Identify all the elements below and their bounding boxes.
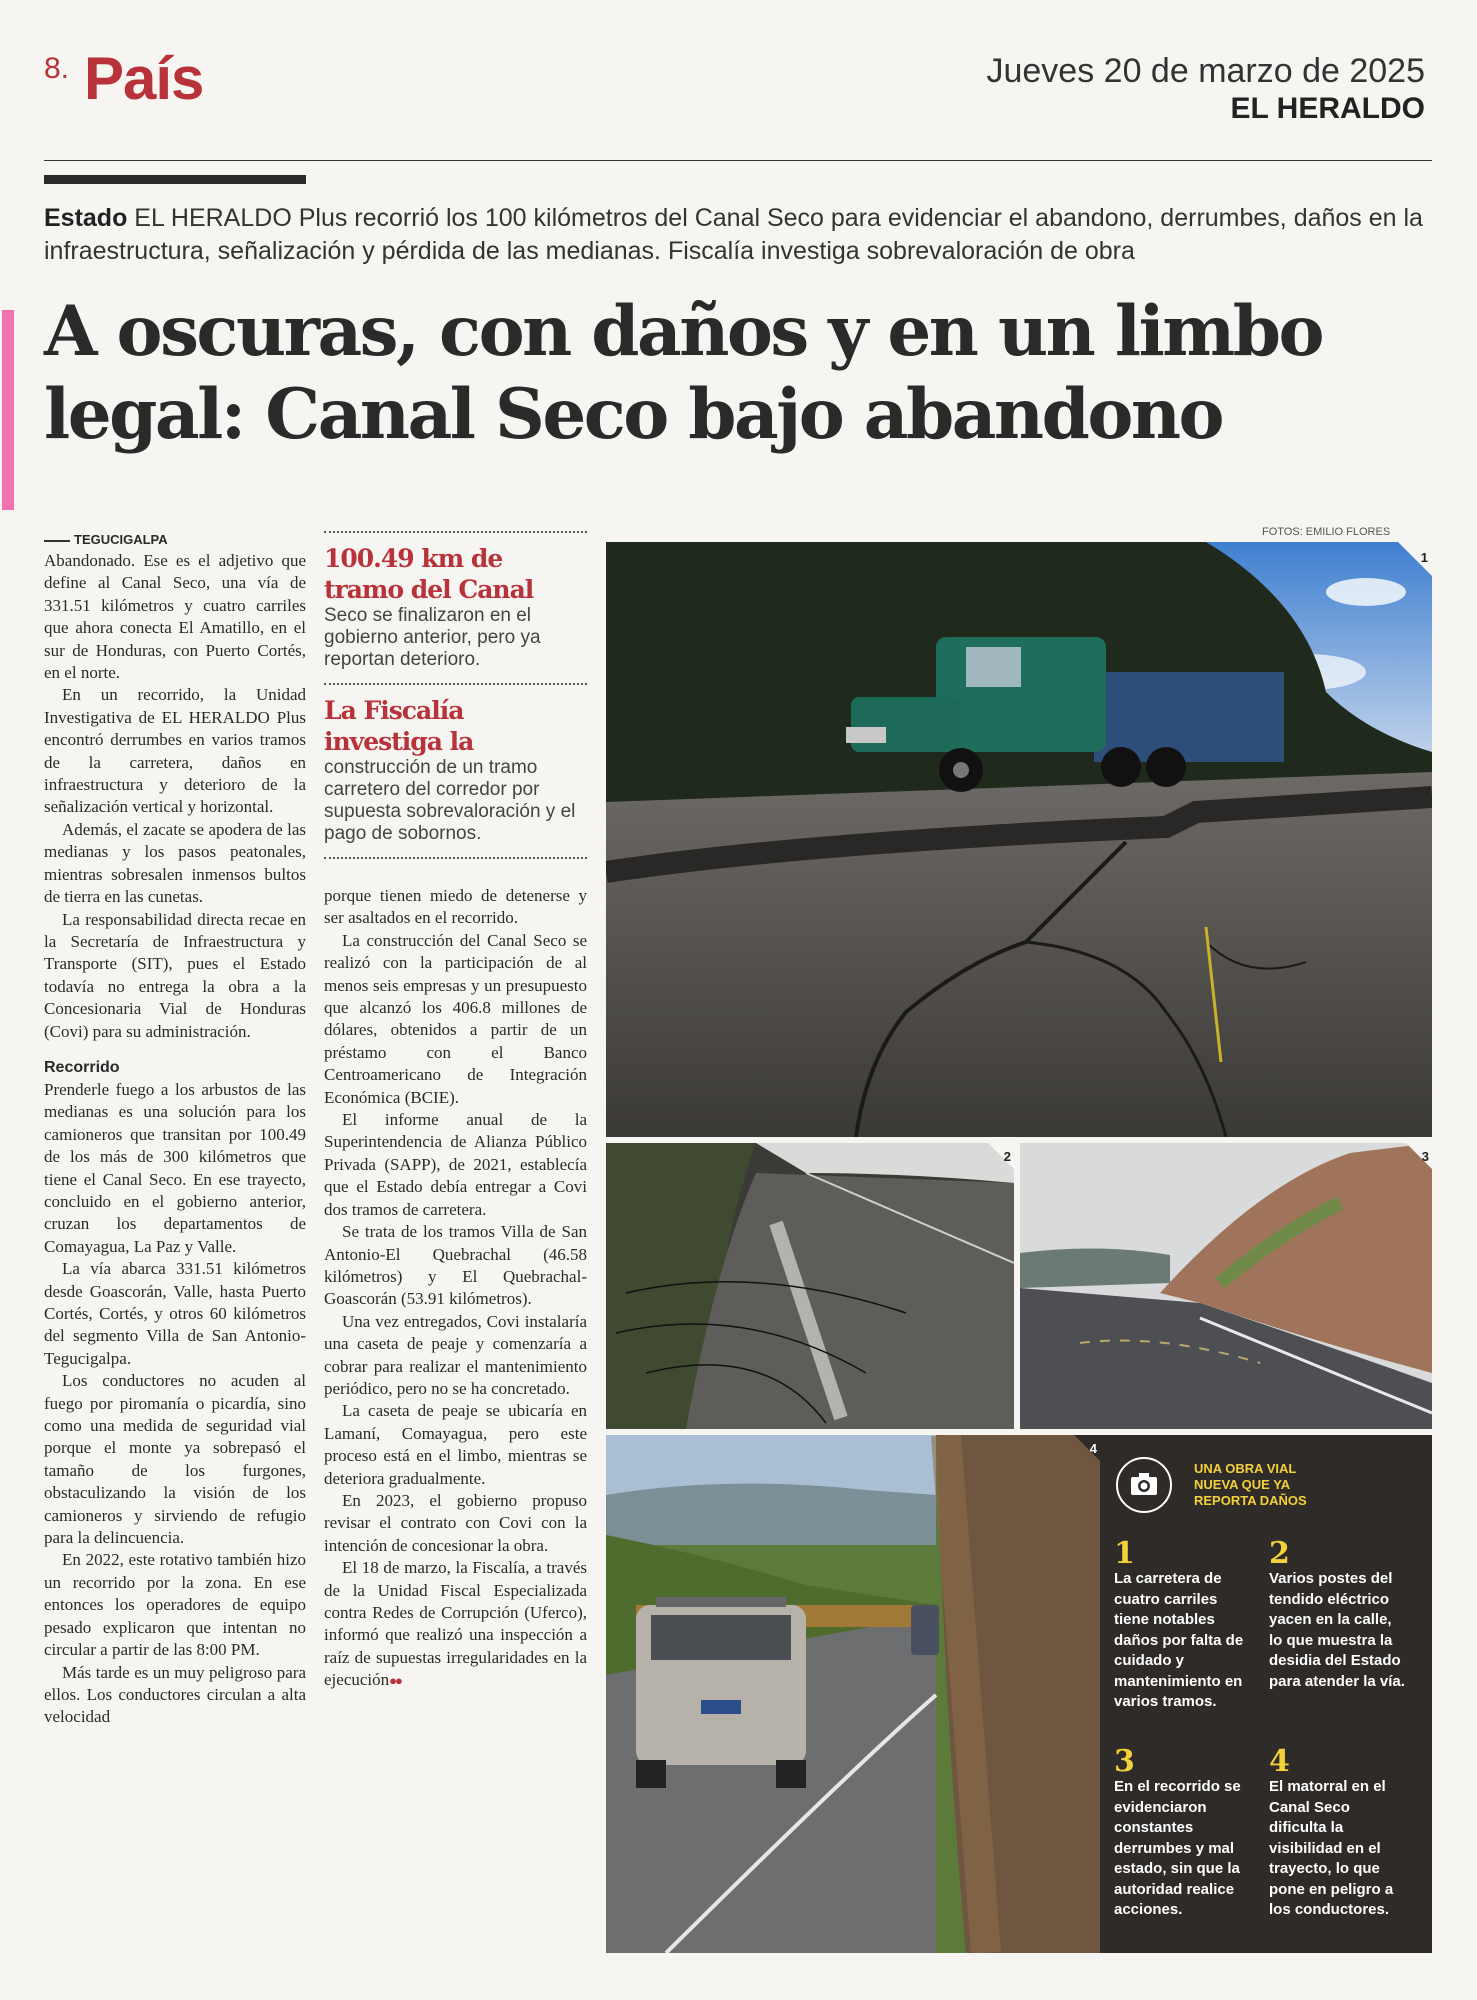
paragraph: En un recorrido, la Unidad Investigativa de EL HERALDO Plus encontró derrumbes en varios tramos de la carretera, daños en infraestructura y deterioro de la señalización vertical y horizontal. (44, 685, 306, 817)
photo-fallen-poles (606, 1143, 1014, 1429)
photo-number: 4 (1089, 1441, 1097, 1456)
paragraph: El informe anual de la Superintendencia de Alianza Público Privada (SAPP), de 2021, establecía que el Estado debía entregar a Covi dos tramos de carretera. (324, 1110, 587, 1219)
paragraph: Más tarde es un muy peligroso para ellos. Los conductores circulan a alta velocidad (44, 1662, 306, 1727)
info-item-number: 4 (1269, 1744, 1290, 1779)
header-rule (44, 160, 1432, 161)
dateline: TEGUCIGALPA (44, 532, 306, 548)
quote-heading: La Fiscalía investiga la (324, 696, 474, 756)
subhead: Recorrido (44, 1058, 120, 1076)
info-item (1114, 1536, 1254, 1713)
info-item-number: 1 (1114, 1536, 1135, 1571)
quote-body: construcción de un tramo carretero del corredor por supuesta sobrevaloración y el pago de sobornos. (324, 757, 576, 844)
paragraph: La caseta de peaje se ubicaría en Lamaní, Comayagua, pero este proceso está en el limbo, mientras se deteriora gradualmente. (324, 1401, 587, 1488)
camera-icon (1116, 1457, 1172, 1513)
photo-3-image (1020, 1143, 1432, 1429)
page-number: 8. (44, 52, 70, 85)
info-box-title: UNA OBRA VIAL NUEVA QUE YA REPORTA DAÑOS (1194, 1461, 1307, 1508)
deck (44, 202, 1436, 268)
paragraph: Los conductores no acuden al fuego por piromanía o picardía, sino como una medida de seguridad vial porque el monte ya sobrepasó el tamaño de los furgones, obstaculizando la visión de los camioneros y sirviendo de refugio para la delincuencia. (44, 1371, 306, 1548)
paragraph: La construcción del Canal Seco se realizó con la participación de al menos seis empresas y un presupuesto que alcanzó los 406.8 millones de dólares, obtenidos a partir de un préstamo con el Banco Centroamericano de Integración Económica (BCIE). (324, 930, 587, 1107)
quote-body: Seco se finalizaron en el gobierno anterior, pero ya reportan deterioro. (324, 605, 541, 670)
paragraph: En 2022, este rotativo también hizo un recorrido por la zona. En ese entonces los operadores de equipo pesado explicaron que intentan no circular a partir de las 8:00 PM. (44, 1550, 306, 1660)
paragraph: porque tienen miedo de detenerse y ser asaltados en el recorrido. (324, 886, 587, 928)
info-item-text: La carretera de cuatro carriles tiene notables daños por falta de cuidado y mantenimiento en varios tramos. (1114, 1570, 1244, 1710)
photo-number: 3 (1421, 1149, 1429, 1164)
quote-divider (324, 857, 587, 859)
deck-lead: Estado (44, 204, 128, 232)
column-text (324, 885, 587, 1693)
info-item (1269, 1536, 1409, 1692)
photo-2-image (606, 1143, 1014, 1429)
highlighter-mark (2, 310, 14, 510)
paragraph-text: El 18 de marzo, la Fiscalía, a través de la Unidad Fiscal Especializada contra Redes de Corrupción (Uferco), informó que realizó una inspección a raíz de supuestas irregularidades en la ejecución (324, 1558, 587, 1690)
paragraph: Además, el zacate se apodera de las medianas y los pasos peatonales, mientras sobresalen inmensos bultos de tierra en las cunetas. (44, 819, 306, 907)
photo-number: 2 (1003, 1149, 1011, 1164)
info-item-text: En el recorrido se evidenciaron constantes derrumbes y mal estado, sin que la autoridad realice acciones. (1114, 1778, 1241, 1918)
paragraph: La vía abarca 331.51 kilómetros desde Goascorán, Valle, hasta Puerto Cortés, Cortés, y otros 60 kilómetros del segmento Villa de San Antonio-Tegucigalpa. (44, 1259, 306, 1368)
section-title: País (84, 45, 204, 112)
info-item (1269, 1744, 1409, 1921)
paragraph: En 2023, el gobierno propuso revisar el contrato con Covi con la intención de concesionar la obra. (324, 1490, 587, 1555)
photo-landslide (1020, 1143, 1432, 1429)
article-column-1 (44, 532, 306, 1729)
info-item-text: Varios postes del tendido eléctrico yacen en la calle, lo que muestra la desidia del Estado para atender la vía. (1269, 1570, 1405, 1690)
paragraph: Se trata de los tramos Villa de San Antonio-El Quebrachal (46.58 kilómetros) y El Quebrachal-Goascorán (53.91 kilómetros). (324, 1222, 587, 1309)
paragraph: La responsabilidad directa recae en la Secretaría de Infraestructura y Transporte (SIT), pues el Estado todavía no entrega la obra a la Concesionaria Vial de Honduras (Covi) para su administración. (44, 909, 306, 1041)
pull-quote (324, 533, 587, 683)
paragraph: Una vez entregados, Covi instalaría una caseta de peaje y comenzaría a cobrar para realizar el mantenimiento periódico, pero no se ha concretado. (324, 1311, 587, 1398)
paragraph: Abandonado. Ese es el adjetivo que define al Canal Seco, una vía de 331.51 kilómetros y cuatro carriles que ahora conecta El Amatillo, en el sur de Honduras, con Puerto Cortés, en el norte. (44, 551, 306, 683)
info-item-number: 3 (1114, 1744, 1135, 1779)
deck-text: EL HERALDO Plus recorrió los 100 kilómetros del Canal Seco para evidenciar el abandono, derrumbes, daños en la infraestructura, señalización y pérdida de las medianas. Fiscalía investiga sobrevaloración de obra (44, 204, 1423, 265)
paragraph (324, 1557, 587, 1692)
info-item (1114, 1744, 1254, 1921)
newspaper-name: EL HERALDO (1230, 92, 1425, 125)
photo-number: 1 (1420, 550, 1428, 565)
photo-overgrown-road (606, 1435, 1100, 1953)
photo-cracked-road (606, 542, 1432, 1137)
headline: A oscuras, con daños y en un limbo legal: Canal Seco bajo abandono (44, 291, 1323, 455)
article-column-2 (324, 531, 587, 1693)
quote-heading: 100.49 km de tramo del Canal (324, 544, 534, 604)
info-item-text: El matorral en el Canal Seco dificulta la visibilidad en el trayecto, lo que pone en peligro a los conductores. (1269, 1778, 1394, 1918)
info-box (1100, 1435, 1432, 1953)
end-mark: ●● (389, 1673, 401, 1689)
photo-credit: FOTOS: EMILIO FLORES (1262, 526, 1391, 538)
photo-1-image (606, 542, 1432, 1137)
issue-date: Jueves 20 de marzo de 2025 (986, 52, 1425, 90)
paragraph: Prenderle fuego a los arbustos de las medianas es una solución para los camioneros que transitan por 100.49 de los más de 300 kilómetros que tiene el Canal Seco. En ese trayecto, concluido en el gobierno anterior, cruzan los departamentos de Comayagua, La Paz y Valle. (44, 1079, 306, 1256)
info-item-number: 2 (1269, 1536, 1290, 1571)
deck-rule (44, 175, 306, 184)
photo-4-image (606, 1435, 1100, 1953)
pull-quote (324, 685, 587, 857)
